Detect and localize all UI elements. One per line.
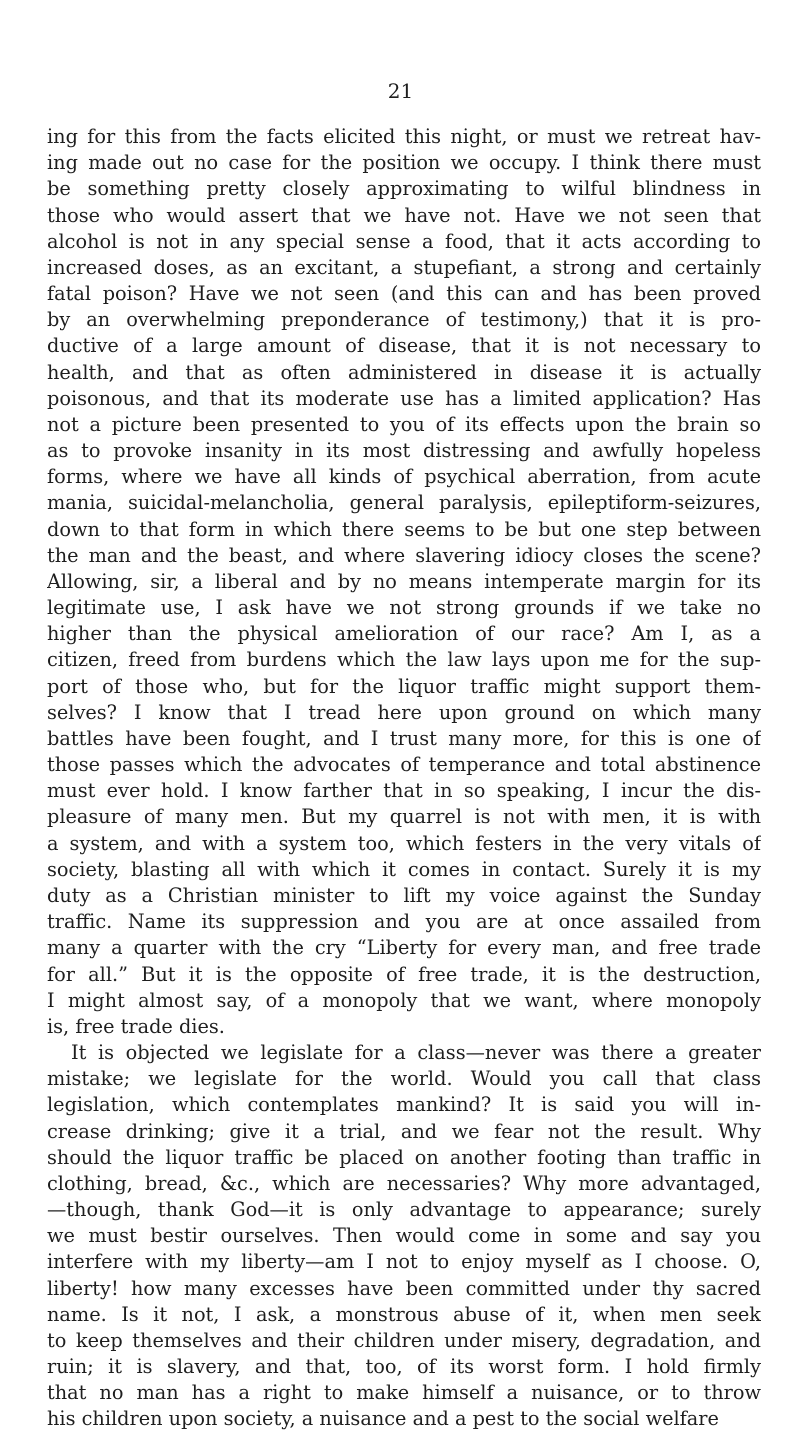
- text-line: battles have been fought, and I trust many more, for this is one of: [47, 726, 761, 750]
- text-line: crease drinking; give it a trial, and we fear not the result. Why: [47, 1119, 761, 1143]
- text-line: ing made out no case for the position we occupy. I think there must: [47, 151, 761, 175]
- text-line: society, blasting all with which it comes in contact. Surely it is my: [47, 857, 761, 881]
- text-line: is, free trade dies.: [47, 1014, 225, 1038]
- text-line: clothing, bread, &c., which are necessaries? Why more advantaged,: [47, 1171, 761, 1195]
- text-line: be something pretty closely approximating to wilful blindness in: [47, 177, 761, 201]
- text-line: interfere with my liberty—am I not to enjoy myself as I choose. O,: [47, 1250, 761, 1274]
- text-line: a system, and with a system too, which festers in the very vitals of: [47, 831, 761, 855]
- text-line: forms, where we have all kinds of psychical aberration, from acute: [47, 465, 761, 489]
- text-line: many a quarter with the cry “Liberty for every man, and free trade: [47, 936, 761, 960]
- text-line: ing for this from the facts elicited this night, or must we retreat hav-: [47, 125, 761, 148]
- text-line: Allowing, sir, a liberal and by no means intemperate margin for its: [47, 569, 761, 593]
- text-line: for all.” But it is the opposite of free trade, it is the destruction,: [47, 962, 761, 986]
- text-line: It is objected we legislate for a class—never was there a greater: [71, 1041, 761, 1065]
- text-line: alcohol is not in any special sense a food, that it acts according to: [47, 229, 761, 253]
- text-line: ruin; it is slavery, and that, too, of its worst form. I hold firmly: [47, 1355, 761, 1379]
- text-line: name. Is it not, I ask, a monstrous abuse of it, when men seek: [47, 1302, 761, 1326]
- text-line: fatal poison? Have we not seen (and this can and has been proved: [47, 282, 761, 306]
- text-line: his children upon society, a nuisance and a pest to the social welfare: [47, 1407, 719, 1431]
- text-line: mania, suicidal-melancholia, general paralysis, epileptiform-seizures,: [47, 491, 761, 515]
- text-line: traffic. Name its suppression and you are at once assailed from: [47, 910, 761, 934]
- text-line: to keep themselves and their children under misery, degradation, and: [47, 1328, 761, 1352]
- page-number: 21: [387, 79, 414, 103]
- text-line: those who would assert that we have not. Have we not seen that: [47, 203, 761, 227]
- text-line: pleasure of many men. But my quarrel is not with men, it is with: [47, 805, 761, 829]
- text-line: poisonous, and that its moderate use has a limited application? Has: [47, 386, 761, 410]
- text-line: citizen, freed from burdens which the law lays upon me for the sup-: [47, 648, 761, 672]
- text-line: must ever hold. I know farther that in so speaking, I incur the dis-: [47, 779, 761, 803]
- text-line: port of those who, but for the liquor traffic might support them-: [47, 674, 761, 698]
- text-line: —though, thank God—it is only advantage to appearance; surely: [47, 1198, 761, 1222]
- text-line: those passes which the advocates of temperance and total abstinence: [47, 753, 761, 777]
- text-line: as to provoke insanity in its most distressing and awfully hopeless: [47, 439, 761, 463]
- text-line: by an overwhelming preponderance of testimony,) that it is pro-: [47, 308, 761, 332]
- text-line: selves? I know that I tread here upon ground on which many: [47, 700, 761, 724]
- body-text: [47, 124, 761, 1433]
- text-line: should the liquor traffic be placed on another footing than traffic in: [47, 1145, 761, 1169]
- text-line: increased doses, as an excitant, a stupefiant, a strong and certainly: [47, 255, 761, 279]
- text-line: mistake; we legislate for the world. Would you call that class: [47, 1067, 761, 1091]
- text-line: higher than the physical amelioration of our race? Am I, as a: [47, 622, 761, 646]
- text-line: duty as a Christian minister to lift my voice against the Sunday: [47, 883, 761, 907]
- text-line: that no man has a right to make himself a nuisance, or to throw: [47, 1381, 761, 1405]
- text-line: we must bestir ourselves. Then would come in some and say you: [47, 1224, 761, 1248]
- text-line: down to that form in which there seems to be but one step between: [47, 517, 761, 541]
- text-line: not a picture been presented to you of its effects upon the brain so: [47, 412, 761, 436]
- text-line: liberty! how many excesses have been committed under thy sacred: [47, 1276, 761, 1300]
- text-line: the man and the beast, and where slavering idiocy closes the scene?: [47, 543, 761, 567]
- text-line: legislation, which contemplates mankind? It is said you will in-: [47, 1093, 761, 1117]
- text-line: legitimate use, I ask have we not strong grounds if we take no: [47, 596, 761, 620]
- text-line: health, and that as often administered in disease it is actually: [47, 360, 761, 384]
- text-line: I might almost say, of a monopoly that we want, where monopoly: [47, 988, 761, 1012]
- text-line: ductive of a large amount of disease, that it is not necessary to: [47, 334, 761, 358]
